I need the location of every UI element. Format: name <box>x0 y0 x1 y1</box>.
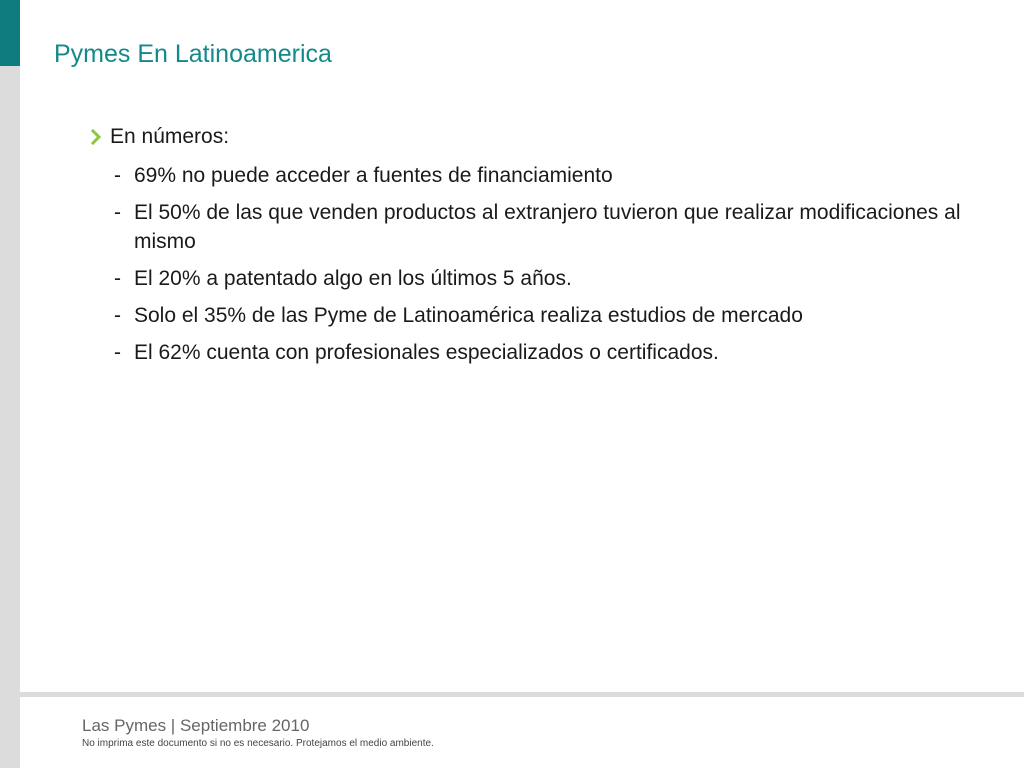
list-item <box>88 264 988 293</box>
dash-marker: - <box>114 267 121 290</box>
chevron-right-icon <box>91 129 101 145</box>
list-item <box>88 301 988 330</box>
list-item <box>88 198 988 256</box>
left-sidebar-bar <box>0 0 20 768</box>
main-bullet <box>88 123 988 151</box>
sub-bullet-list <box>88 161 988 367</box>
dash-marker: - <box>114 164 121 187</box>
list-item-text: El 62% cuenta con profesionales especializados o certificados. <box>134 341 719 364</box>
list-item-text: El 50% de las que venden productos al extranjero tuvieron que realizar modificaciones al mismo <box>134 201 961 253</box>
list-item-text: 69% no puede acceder a fuentes de financiamiento <box>134 164 613 187</box>
list-item-text: El 20% a patentado algo en los últimos 5 años. <box>134 267 572 290</box>
slide-title: Pymes En Latinoamerica <box>54 40 332 68</box>
dash-marker: - <box>114 201 121 224</box>
list-item <box>88 338 988 367</box>
dash-marker: - <box>114 304 121 327</box>
footer-title: Las Pymes | Septiembre 2010 <box>82 716 310 735</box>
footer-note: No imprima este documento si no es necesario. Protejamos el medio ambiente. <box>82 738 434 749</box>
list-item <box>88 161 988 190</box>
footer-divider <box>20 692 1024 697</box>
main-bullet-label: En números: <box>110 125 230 148</box>
left-accent-block <box>0 0 20 66</box>
slide-content <box>88 123 988 375</box>
list-item-text: Solo el 35% de las Pyme de Latinoamérica realiza estudios de mercado <box>134 304 803 327</box>
dash-marker: - <box>114 341 121 364</box>
